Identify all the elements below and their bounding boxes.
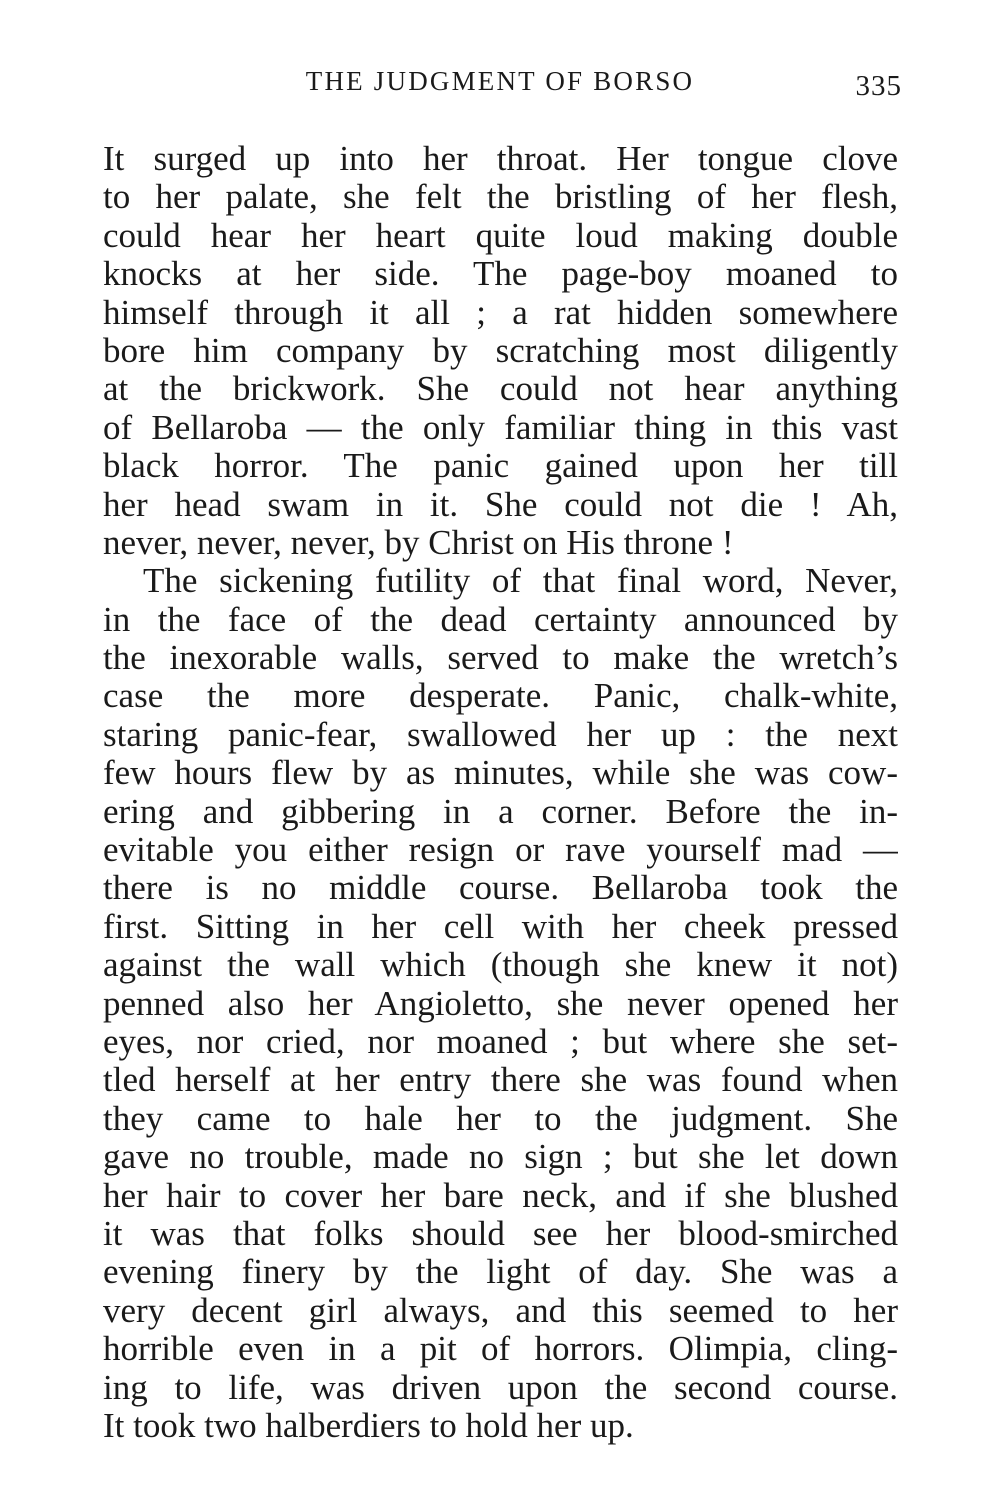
page-number: 335 [855, 70, 902, 102]
text-line: knocks at her side. The page-boy moaned to [103, 255, 898, 294]
running-head [0, 64, 1000, 104]
text-line: penned also her Angioletto, she never opened her [103, 984, 898, 1023]
text-line: her hair to cover her bare neck, and if she blushed [103, 1176, 898, 1215]
text-line: could hear her heart quite loud making double [103, 216, 898, 255]
body-text [103, 140, 898, 1445]
text-line: The sickening futility of that final word, Never, [143, 562, 898, 601]
text-line: horrible even in a pit of horrors. Olimpia, cling- [103, 1330, 898, 1369]
text-line: evening finery by the light of day. She was a [103, 1253, 898, 1292]
text-line: tled herself at her entry there she was found when [103, 1061, 898, 1100]
text-line: in the face of the dead certainty announced by [103, 600, 898, 639]
text-line: It took two halberdiers to hold her up. [103, 1406, 634, 1445]
text-line: the inexorable walls, served to make the wretch’s [103, 639, 898, 678]
text-line: staring panic-fear, swallowed her up : the next [103, 715, 898, 754]
running-title: THE JUDGMENT OF BORSO [305, 66, 695, 96]
text-line: eyes, nor cried, nor moaned ; but where she set- [103, 1022, 898, 1061]
text-line: to her palate, she felt the bristling of her flesh, [103, 178, 898, 217]
text-line: it was that folks should see her blood-smirched [103, 1214, 898, 1253]
text-line: himself through it all ; a rat hidden somewhere [103, 293, 898, 332]
text-line: case the more desperate. Panic, chalk-white, [103, 677, 898, 716]
text-line: ing to life, was driven upon the second course. [103, 1368, 898, 1407]
text-line: gave no trouble, made no sign ; but she let down [103, 1138, 898, 1177]
text-line: ering and gibbering in a corner. Before the in- [103, 792, 898, 831]
text-line: her head swam in it. She could not die ! Ah, [103, 485, 898, 524]
text-line: against the wall which (though she knew it not) [103, 946, 898, 985]
text-line: they came to hale her to the judgment. She [103, 1099, 898, 1138]
text-line: of Bellaroba — the only familiar thing in this vast [103, 408, 898, 447]
text-line: very decent girl always, and this seemed to her [103, 1291, 898, 1330]
text-line: bore him company by scratching most diligently [103, 331, 898, 370]
text-line: there is no middle course. Bellaroba took the [103, 869, 898, 908]
text-line: It surged up into her throat. Her tongue clove [103, 140, 898, 178]
text-line: at the brickwork. She could not hear anything [103, 370, 898, 409]
text-line: never, never, never, by Christ on His throne ! [103, 523, 734, 562]
text-line: few hours flew by as minutes, while she was cow- [103, 754, 898, 793]
text-line: evitable you either resign or rave yourself mad — [103, 831, 898, 870]
text-line: first. Sitting in her cell with her cheek pressed [103, 907, 898, 946]
text-line: black horror. The panic gained upon her till [103, 447, 898, 486]
